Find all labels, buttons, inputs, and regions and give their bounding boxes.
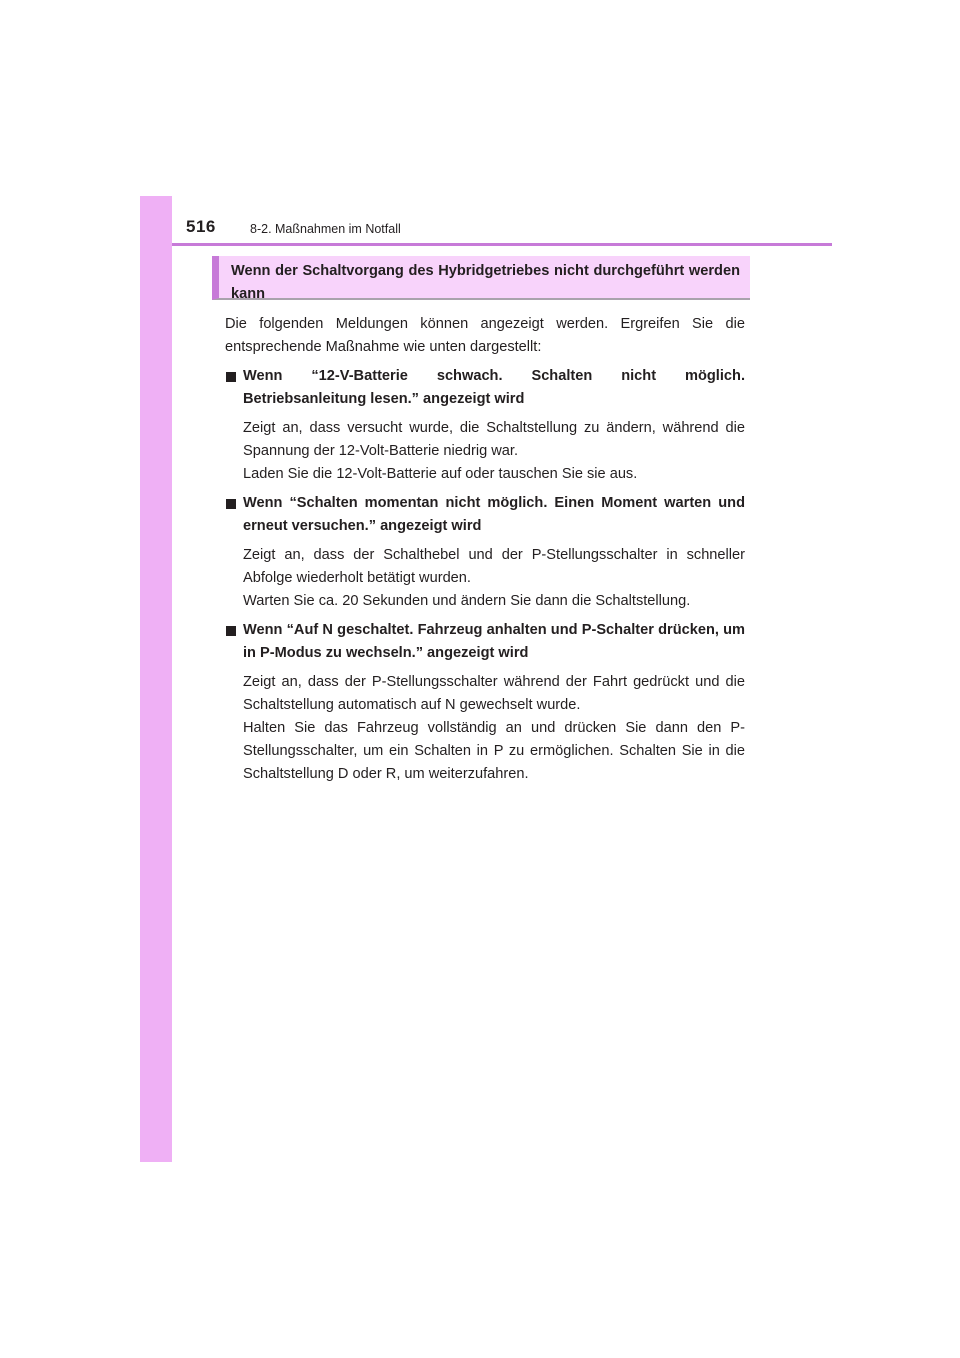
list-item [225,619,745,786]
section-label: 8-2. Maßnahmen im Notfall [250,222,401,236]
header-rule [172,243,832,246]
item-title: Wenn “Schalten momentan nicht möglich. Einen Moment warten und erneut versuchen.” angezeigt wird [225,492,745,538]
item-paragraph: Halten Sie das Fahrzeug vollständig an und drücken Sie dann den P-Stellungsschalter, um ein Schalten in P zu ermöglichen. Schalten Sie in die Schaltstellung D oder R, um weiterzufahren. [243,720,745,782]
item-title: Wenn “12-V-Batterie schwach. Schalten nicht möglich. Betriebsanleitung lesen.” angezeigt wird [225,365,745,411]
item-body [225,417,745,486]
item-title: Wenn “Auf N geschaltet. Fahrzeug anhalten und P-Schalter drücken, um in P-Modus zu wechseln.” angezeigt wird [225,619,745,665]
square-bullet-icon [225,619,243,665]
item-paragraph: Zeigt an, dass der Schalthebel und der P-Stellungsschalter in schneller Abfolge wiederholt betätigt wurden. [243,547,745,586]
item-paragraph: Warten Sie ca. 20 Sekunden und ändern Sie dann die Schaltstellung. [243,593,691,609]
intro-paragraph: Die folgenden Meldungen können angezeigt werden. Ergreifen Sie die entsprechende Maßnahme wie unten dargestellt: [225,316,745,355]
list-item [225,492,745,613]
page-number: 516 [186,217,216,236]
list-item [225,365,745,486]
item-paragraph: Zeigt an, dass der P-Stellungsschalter während der Fahrt gedrückt und die Schaltstellung automatisch auf N gewechselt wurde. [243,674,745,713]
item-body [225,671,745,786]
section-heading: Wenn der Schaltvorgang des Hybridgetriebes nicht durchgeführt werden kann [231,263,740,302]
item-paragraph: Zeigt an, dass versucht wurde, die Schaltstellung zu ändern, während die Spannung der 12-Volt-Batterie niedrig war. [243,420,745,459]
square-bullet-icon [225,492,243,538]
side-strip [140,196,172,1162]
square-bullet-icon [225,365,243,411]
section-heading-box [212,256,750,300]
item-paragraph: Laden Sie die 12-Volt-Batterie auf oder tauschen Sie sie aus. [243,466,638,482]
item-body [225,544,745,613]
main-content [225,313,745,786]
